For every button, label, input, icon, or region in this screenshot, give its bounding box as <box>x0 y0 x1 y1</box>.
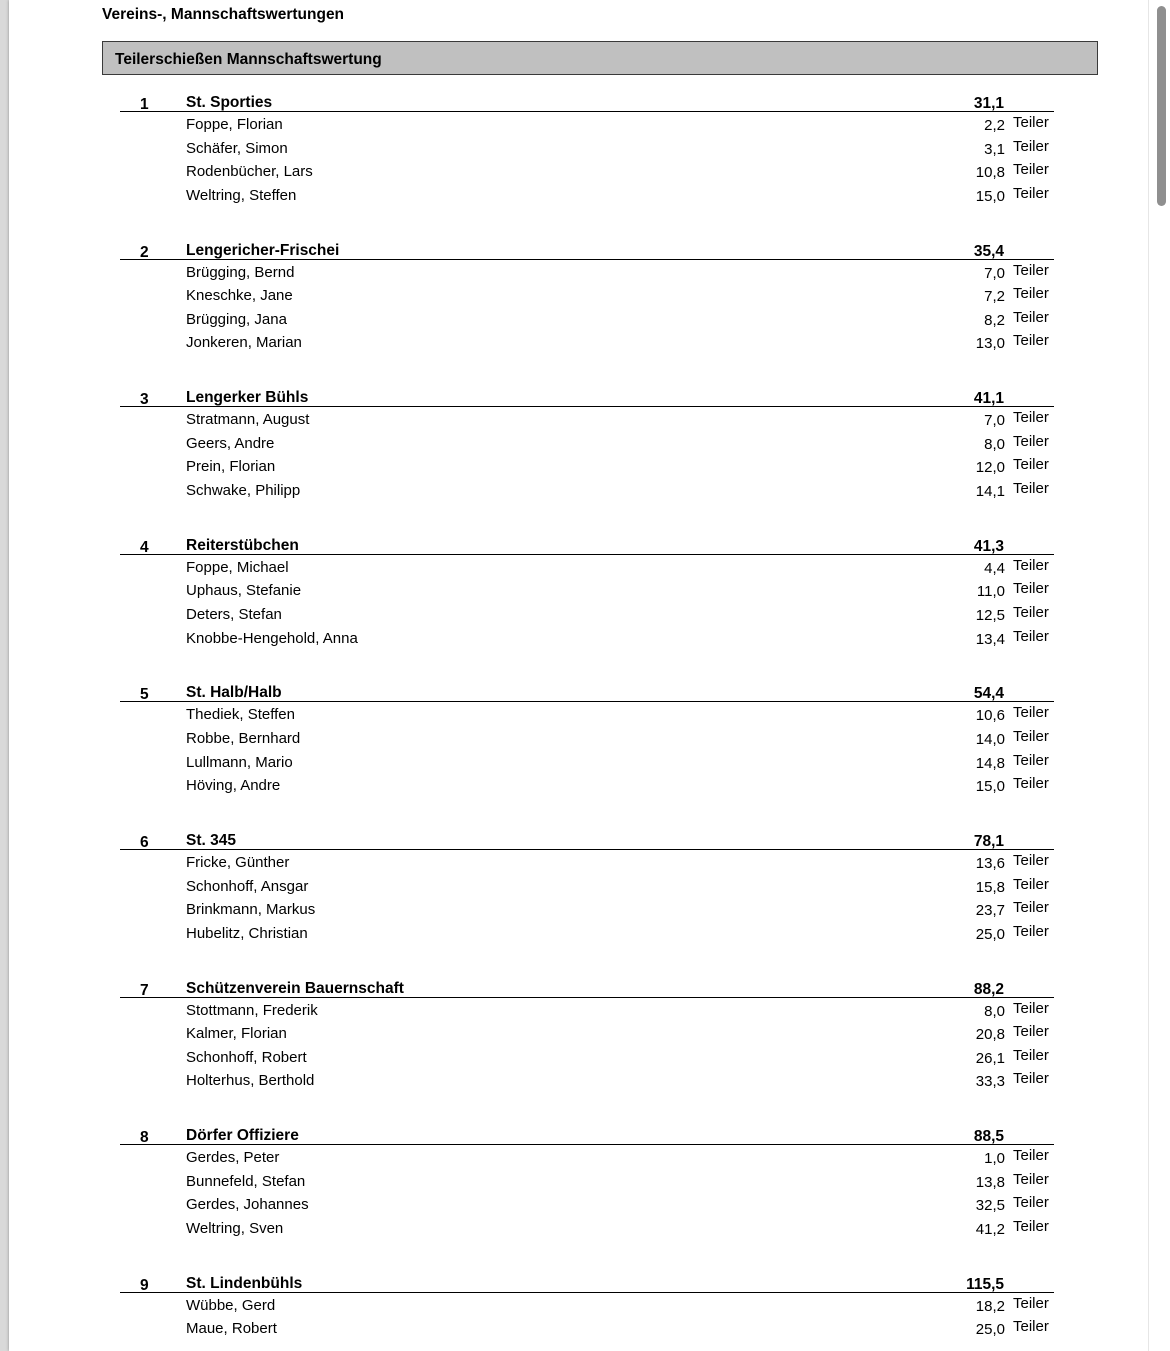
member-name: Knobbe-Hengehold, Anna <box>186 629 358 647</box>
member-value: 33,3 <box>975 1073 1005 1091</box>
member-unit: Teiler <box>1013 899 1049 917</box>
member-value: 15,0 <box>975 778 1005 796</box>
member-unit: Teiler <box>1013 114 1049 131</box>
member-unit: Teiler <box>1013 580 1049 598</box>
team-header <box>120 684 1054 702</box>
member-name: Schonhoff, Robert <box>186 1048 307 1066</box>
document-page <box>9 0 1149 1351</box>
member-row <box>9 184 1149 211</box>
member-value: 13,6 <box>975 855 1005 872</box>
team-header <box>120 94 1054 112</box>
member-row <box>9 1025 1149 1049</box>
member-row <box>9 706 1149 730</box>
member-row <box>9 627 1149 654</box>
member-name: Schwake, Philipp <box>186 481 301 499</box>
member-row <box>9 432 1149 459</box>
member-value: 41,2 <box>975 1220 1005 1238</box>
member-row <box>9 556 1149 583</box>
team-header <box>120 832 1054 850</box>
member-unit: Teiler <box>1013 285 1049 303</box>
member-unit: Teiler <box>1013 1070 1049 1088</box>
member-row <box>9 727 1149 754</box>
member-unit: Teiler <box>1013 1194 1049 1212</box>
member-name: Weltring, Steffen <box>186 186 297 204</box>
team-header <box>120 389 1054 407</box>
member-unit: Teiler <box>1013 1147 1049 1165</box>
member-name: Lullmann, Mario <box>186 753 293 771</box>
member-unit: Teiler <box>1013 627 1049 645</box>
team-block <box>9 980 1149 1120</box>
team-header <box>120 1127 1054 1145</box>
member-value: 4,4 <box>984 559 1005 577</box>
team-name: St. Halb/Halb <box>186 684 282 702</box>
member-name: Robbe, Bernhard <box>186 729 301 747</box>
team-total: 41,3 <box>973 537 1004 555</box>
member-unit: Teiler <box>1013 751 1049 769</box>
team-name: St. Sporties <box>186 94 273 111</box>
member-value: 14,8 <box>975 754 1005 772</box>
member-value: 3,1 <box>984 140 1005 158</box>
team-rank: 3 <box>140 391 149 409</box>
section-title: Teilerschießen Mannschaftswertung <box>115 51 382 68</box>
member-row <box>9 308 1149 335</box>
team-name: St. Lindenbühls <box>186 1274 303 1292</box>
member-name: Thediek, Steffen <box>186 706 295 724</box>
member-row <box>9 411 1149 435</box>
member-row <box>9 875 1149 902</box>
member-name: Brügging, Bernd <box>186 263 295 281</box>
member-row <box>9 582 1149 606</box>
member-unit: Teiler <box>1013 261 1049 279</box>
member-name: Jonkeren, Marian <box>186 334 302 352</box>
member-name: Bunnefeld, Stefan <box>186 1172 306 1190</box>
team-rank: 5 <box>140 686 149 704</box>
member-value: 13,0 <box>975 335 1005 353</box>
member-unit: Teiler <box>1013 456 1049 474</box>
member-row <box>9 261 1149 288</box>
scrollbar-thumb[interactable] <box>1157 6 1166 206</box>
document-title: Vereins-, Mannschaftswertungen <box>102 6 345 23</box>
member-value: 8,0 <box>984 1002 1005 1020</box>
member-value: 12,0 <box>975 459 1005 477</box>
member-unit: Teiler <box>1013 1217 1049 1235</box>
team-total: 35,4 <box>973 242 1004 260</box>
member-unit: Teiler <box>1013 922 1049 940</box>
member-value: 13,4 <box>975 630 1005 648</box>
member-name: Gerdes, Peter <box>186 1149 280 1167</box>
member-unit: Teiler <box>1013 556 1049 574</box>
team-name: Reiterstübchen <box>186 536 299 554</box>
member-value: 7,2 <box>984 288 1005 306</box>
member-row <box>9 854 1149 878</box>
member-row <box>9 1196 1149 1220</box>
member-value: 7,0 <box>984 412 1005 430</box>
member-name: Brinkmann, Markus <box>186 901 316 919</box>
member-name: Geers, Andre <box>186 434 275 452</box>
member-value: 13,8 <box>975 1173 1005 1191</box>
section-header <box>102 41 1098 75</box>
member-row <box>9 777 1149 801</box>
member-value: 20,8 <box>975 1026 1005 1044</box>
member-value: 18,2 <box>975 1297 1005 1315</box>
member-name: Brügging, Jana <box>186 310 287 328</box>
member-value: 25,0 <box>975 925 1005 943</box>
team-rank: 2 <box>140 243 149 261</box>
member-row <box>9 1320 1149 1344</box>
member-name: Holterhus, Berthold <box>186 1072 315 1090</box>
member-unit: Teiler <box>1013 1046 1049 1064</box>
member-row <box>9 901 1149 925</box>
member-name: Rodenbücher, Lars <box>186 163 313 181</box>
team-name: Dörfer Offiziere <box>186 1127 299 1145</box>
member-name: Fricke, Günther <box>186 854 290 871</box>
member-name: Foppe, Florian <box>186 116 283 133</box>
member-unit: Teiler <box>1013 704 1049 722</box>
member-name: Uphaus, Stefanie <box>186 582 302 600</box>
member-row <box>9 334 1149 358</box>
member-value: 10,6 <box>975 707 1005 725</box>
team-header <box>120 242 1054 260</box>
member-name: Stottmann, Frederik <box>186 1001 318 1019</box>
member-row <box>9 1046 1149 1073</box>
team-rank: 8 <box>140 1129 149 1147</box>
team-block <box>9 242 1149 382</box>
member-unit: Teiler <box>1013 875 1049 893</box>
member-row <box>9 999 1149 1026</box>
member-unit: Teiler <box>1013 775 1049 793</box>
member-row <box>9 603 1149 630</box>
member-row <box>9 1217 1149 1244</box>
member-value: 2,2 <box>984 117 1005 134</box>
member-name: Kneschke, Jane <box>186 287 293 305</box>
member-name: Schonhoff, Ansgar <box>186 877 309 895</box>
member-unit: Teiler <box>1013 409 1049 427</box>
member-value: 8,0 <box>984 435 1005 453</box>
member-value: 11,0 <box>976 583 1005 601</box>
team-header <box>120 980 1054 998</box>
team-total: 88,5 <box>973 1128 1004 1146</box>
member-row <box>9 163 1149 187</box>
member-name: Maue, Robert <box>186 1320 277 1338</box>
member-name: Foppe, Michael <box>186 558 289 576</box>
team-block <box>9 1127 1149 1267</box>
team-rank: 4 <box>140 538 149 556</box>
member-row <box>9 922 1149 949</box>
member-name: Höving, Andre <box>186 777 281 795</box>
team-block <box>9 1275 1149 1351</box>
team-name: Schützenverein Bauernschaft <box>186 979 404 997</box>
member-name: Hubelitz, Christian <box>186 924 308 942</box>
member-row <box>9 116 1149 140</box>
member-value: 32,5 <box>975 1197 1005 1215</box>
member-name: Deters, Stefan <box>186 605 282 623</box>
member-name: Gerdes, Johannes <box>186 1196 309 1214</box>
member-name: Kalmer, Florian <box>186 1025 287 1043</box>
member-row <box>9 458 1149 482</box>
team-name: St. 345 <box>186 832 236 849</box>
member-name: Schäfer, Simon <box>186 139 288 157</box>
member-unit: Teiler <box>1013 727 1049 745</box>
team-block <box>9 389 1149 529</box>
team-rank: 7 <box>140 981 149 999</box>
member-row <box>9 479 1149 506</box>
member-unit: Teiler <box>1013 137 1049 155</box>
member-value: 14,1 <box>975 482 1005 500</box>
team-total: 41,1 <box>973 390 1004 408</box>
member-unit: Teiler <box>1013 184 1049 202</box>
member-row <box>9 137 1149 164</box>
team-rank: 9 <box>140 1276 149 1294</box>
member-name: Weltring, Sven <box>186 1219 284 1237</box>
member-unit: Teiler <box>1013 999 1049 1017</box>
member-value: 1,0 <box>984 1150 1005 1168</box>
team-total: 78,1 <box>973 833 1004 850</box>
member-row <box>9 751 1149 778</box>
member-value: 10,8 <box>975 164 1005 182</box>
member-unit: Teiler <box>1013 1170 1049 1188</box>
member-unit: Teiler <box>1013 1294 1049 1312</box>
team-block <box>9 832 1149 972</box>
member-row <box>9 1170 1149 1197</box>
member-name: Prein, Florian <box>186 458 276 476</box>
member-value: 25,0 <box>975 1321 1005 1339</box>
member-name: Wübbe, Gerd <box>186 1296 276 1314</box>
team-total: 31,1 <box>973 95 1004 112</box>
member-unit: Teiler <box>1013 1023 1049 1041</box>
member-value: 15,0 <box>975 187 1005 205</box>
member-value: 14,0 <box>975 730 1005 748</box>
member-unit: Teiler <box>1013 332 1049 350</box>
team-block <box>9 94 1149 234</box>
member-unit: Teiler <box>1013 603 1049 621</box>
team-block <box>9 537 1149 677</box>
member-row <box>9 1294 1149 1321</box>
member-row <box>9 1149 1149 1173</box>
team-rank: 6 <box>140 834 149 851</box>
member-unit: Teiler <box>1013 479 1049 497</box>
member-unit: Teiler <box>1013 308 1049 326</box>
member-row <box>9 1072 1149 1096</box>
member-value: 23,7 <box>975 902 1005 920</box>
team-header <box>120 537 1054 555</box>
member-unit: Teiler <box>1013 1318 1049 1336</box>
team-name: Lengerker Bühls <box>186 389 309 407</box>
team-rank: 1 <box>140 96 149 113</box>
member-unit: Teiler <box>1013 161 1049 179</box>
member-value: 15,8 <box>975 878 1005 896</box>
team-total: 115,5 <box>966 1275 1004 1293</box>
team-block <box>9 684 1149 824</box>
team-total: 88,2 <box>973 980 1004 998</box>
member-unit: Teiler <box>1013 432 1049 450</box>
member-name: Stratmann, August <box>186 411 310 429</box>
member-unit: Teiler <box>1013 852 1049 869</box>
member-value: 12,5 <box>975 606 1005 624</box>
member-value: 8,2 <box>984 311 1005 329</box>
team-name: Lengericher-Frischei <box>186 241 340 259</box>
team-header <box>120 1275 1054 1293</box>
member-row <box>9 287 1149 311</box>
team-total: 54,4 <box>973 685 1004 703</box>
member-value: 26,1 <box>975 1049 1005 1067</box>
member-value: 7,0 <box>984 264 1005 282</box>
vertical-scrollbar[interactable] <box>1148 0 1170 1351</box>
